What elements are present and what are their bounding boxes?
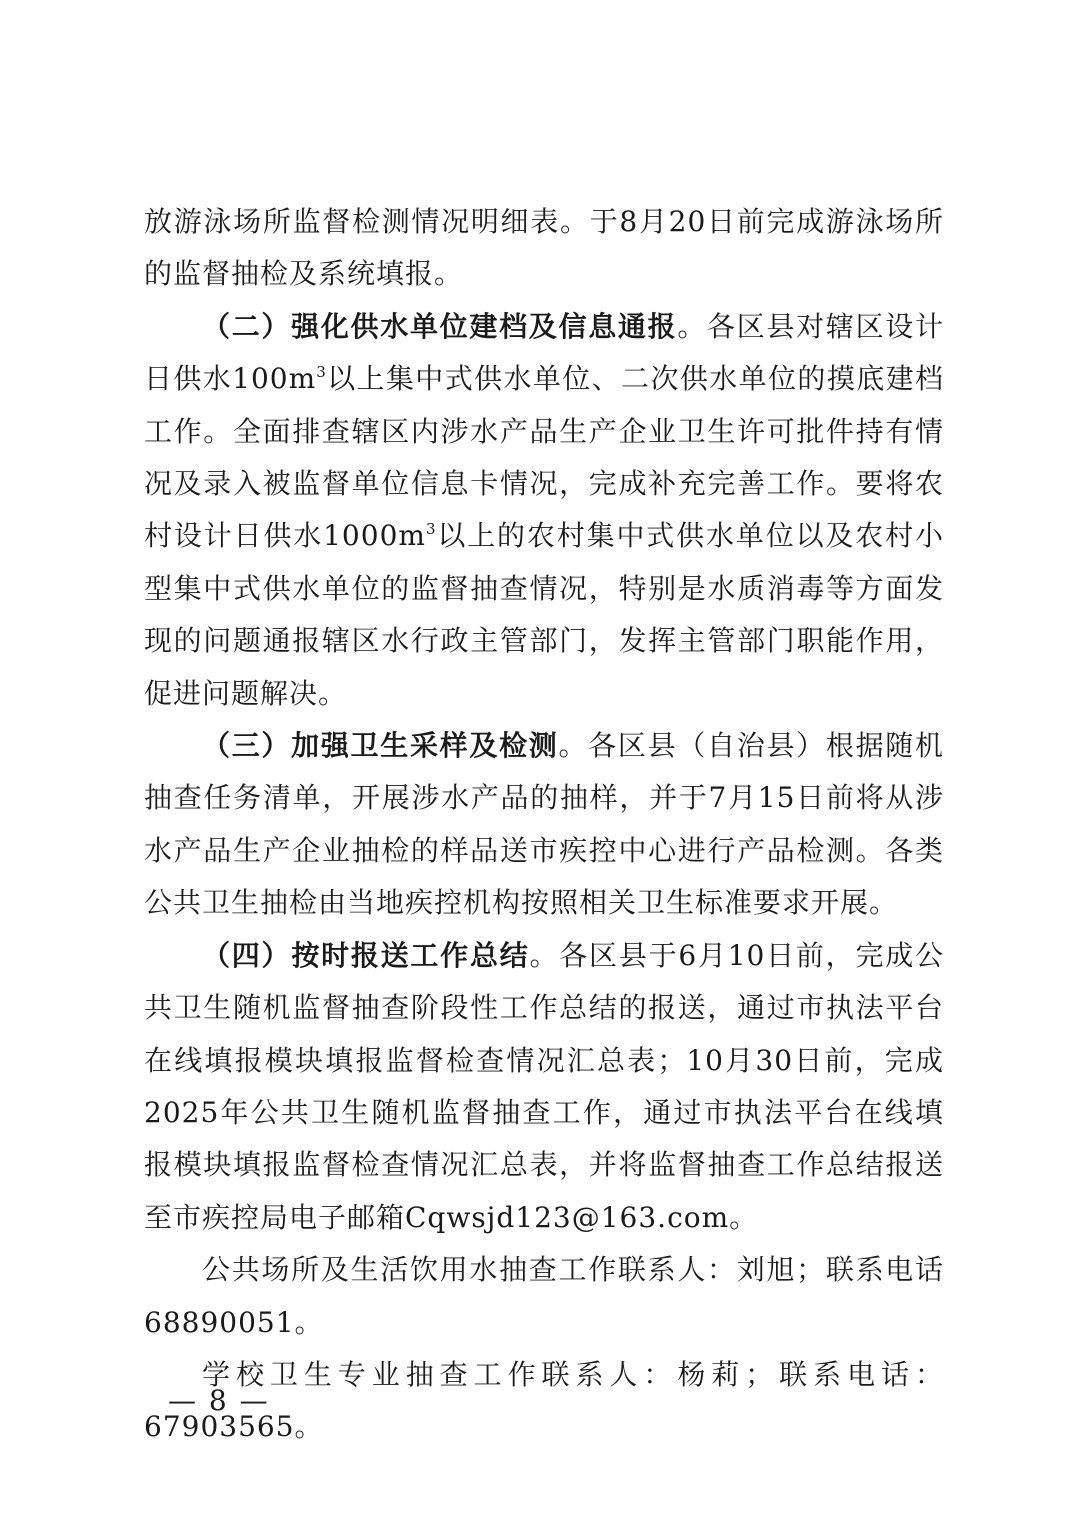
paragraph-swimming-summary: 放游泳场所监督检测情况明细表。于8月20日前完成游泳场所的监督抽检及系统填报。: [144, 205, 944, 291]
paragraph-text: 。各区县于6月10日前，完成公共卫生随机监督抽查阶段性工作总结的报送，通过市执法平台在线填报模块填报监督检查情况汇总表；10月30日前，完成2025年公共卫生随机监督抽查工作，通过市执法平台在线填报模块填报监督检查情况汇总表，并将监督抽查工作总结报送至市疾控局电子邮箱Cqwsjd123@163.com。: [144, 938, 944, 1234]
paragraph-contact-school: 学校卫生专业抽查工作联系人：杨莉；联系电话：67903565。: [144, 1357, 944, 1444]
paragraph-text: 。各区县对辖区设计日供水100m: [144, 309, 944, 396]
page-number: — 8 —: [168, 1384, 270, 1417]
paragraph-contact-public-places: 公共场所及生活饮用水抽查工作联系人：刘旭；联系电话68890051。: [144, 1253, 944, 1339]
paragraph-water-supply: [144, 301, 944, 720]
superscript: 3: [316, 363, 327, 382]
paragraph-text: 。各区县（自治县）根据随机抽查任务清单，开展涉水产品的抽样，并于7月15日前将从涉水产品生产企业抽检的样品送市疾控中心进行产品检测。各类公共卫生抽检由当地疾控机构按照相关卫生标准要求开展。: [144, 729, 944, 920]
section-heading-report: （四）按时报送工作总结: [202, 938, 530, 972]
paragraph-text: 以上的农村集中式供水单位以及农村小型集中式供水单位的监督抽查情况，特别是水质消毒等方面发现的问题通报辖区水行政主管部门，发挥主管部门职能作用，促进问题解决。: [144, 519, 944, 710]
body-text: [144, 196, 944, 1454]
paragraph-report-summary: [144, 930, 944, 1244]
section-heading-sampling: （三）加强卫生采样及检测: [202, 729, 559, 763]
superscript: 3: [425, 520, 437, 539]
paragraph-text: 以上集中式供水单位、二次供水单位的摸底建档工作。全面排查辖区内涉水产品生产企业卫生许可批件持有情况及录入被监督单位信息卡情况，完成补充完善工作。要将农村设计日供水1000m: [144, 362, 944, 553]
paragraph-sampling: [144, 720, 944, 930]
section-heading-water-supply: （二）强化供水单位建档及信息通报: [202, 309, 678, 343]
